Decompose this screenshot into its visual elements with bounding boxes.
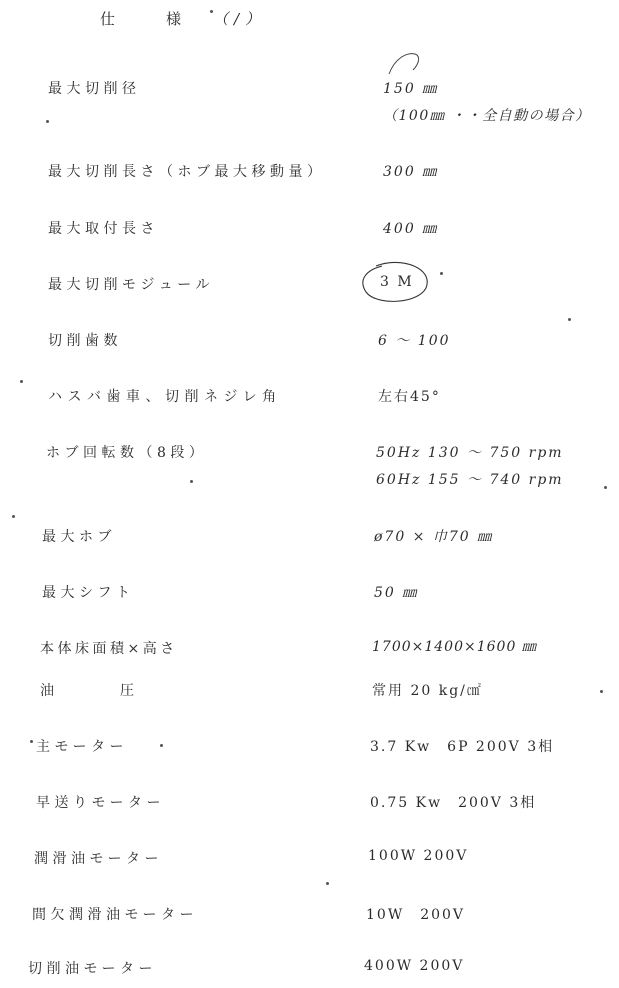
spec-value-max-cutting-module: 3 M — [380, 274, 414, 290]
spec-value-lubrication-motor: 100W 200V — [368, 848, 469, 864]
handwritten-tick-mark — [385, 50, 425, 80]
scan-speck — [20, 380, 23, 383]
spec-label-intermittent-lubrication-motor: 間欠潤滑油モーター — [32, 907, 198, 923]
spec-value-coolant-motor: 400W 200V — [364, 958, 465, 974]
spec-label-max-hob: 最大ホブ — [42, 529, 116, 545]
scan-speck — [600, 690, 603, 693]
spec-label-max-cutting-length: 最大切削長さ（ホブ最大移動量） — [48, 164, 326, 180]
spec-value-max-shift: 50 ㎜ — [374, 585, 419, 601]
spec-value-number-of-teeth: 6 ～ 100 — [378, 333, 451, 349]
spec-value-rapid-feed-motor: 0.75 Kw 200V 3相 — [370, 795, 537, 811]
spec-label-number-of-teeth: 切削歯数 — [48, 333, 122, 349]
spec-value-hob-speed-50hz: 50Hz 130 ～ 750 rpm — [376, 445, 564, 461]
title-page-number: （/） — [213, 10, 267, 28]
title-text: 仕 様 — [100, 10, 200, 28]
spec-label-coolant-motor: 切削油モーター — [28, 961, 157, 977]
spec-label-floor-area-height: 本体床面積×高さ — [40, 641, 178, 657]
scan-speck — [326, 882, 329, 885]
spec-value-max-cutting-diameter: 150 ㎜ — [383, 81, 439, 97]
spec-value-helix-angle: 左右45° — [378, 389, 441, 405]
scan-speck — [46, 120, 49, 123]
spec-label-hob-speed: ホブ回転数（8段） — [46, 445, 208, 461]
scan-speck — [190, 480, 193, 483]
spec-value-max-cutting-length: 300 ㎜ — [383, 164, 439, 180]
spec-label-max-mounting-length: 最大取付長さ — [48, 221, 159, 237]
scan-speck — [30, 740, 33, 743]
scan-speck — [568, 318, 571, 321]
spec-value-hob-speed-60hz: 60Hz 155 ～ 740 rpm — [376, 472, 564, 488]
scan-speck — [440, 272, 443, 275]
scan-speck — [604, 486, 607, 489]
scan-speck — [210, 10, 213, 13]
spec-label-max-cutting-module: 最大切削モジュール — [48, 277, 214, 293]
spec-value-intermittent-lubrication-motor: 10W 200V — [366, 907, 466, 923]
scan-speck — [12, 515, 15, 518]
spec-label-helix-angle: ハスバ歯車、切削ネジレ角 — [48, 389, 282, 405]
spec-value-max-cutting-diameter-auto: （100㎜ ・・全自動の場合） — [383, 108, 591, 124]
spec-label-main-motor: 主モーター — [36, 739, 128, 755]
spec-label-lubrication-motor: 潤滑油モーター — [34, 851, 163, 867]
spec-value-floor-area-height: 1700×1400×1600 ㎜ — [372, 639, 537, 655]
spec-label-max-cutting-diameter: 最大切削径 — [48, 81, 141, 97]
spec-label-rapid-feed-motor: 早送りモーター — [36, 795, 165, 811]
page-title — [100, 8, 266, 29]
spec-value-hydraulic-pressure: 常用 20 kg/㎠ — [372, 683, 483, 699]
spec-value-main-motor: 3.7 Kw 6P 200V 3相 — [370, 739, 555, 755]
spec-value-max-hob: ø70 × 巾70 ㎜ — [374, 529, 494, 545]
spec-label-hydraulic-pressure: 油 圧 — [40, 683, 140, 699]
spec-value-max-mounting-length: 400 ㎜ — [383, 221, 439, 237]
spec-label-max-shift: 最大シフト — [42, 585, 135, 601]
scan-speck — [160, 744, 163, 747]
